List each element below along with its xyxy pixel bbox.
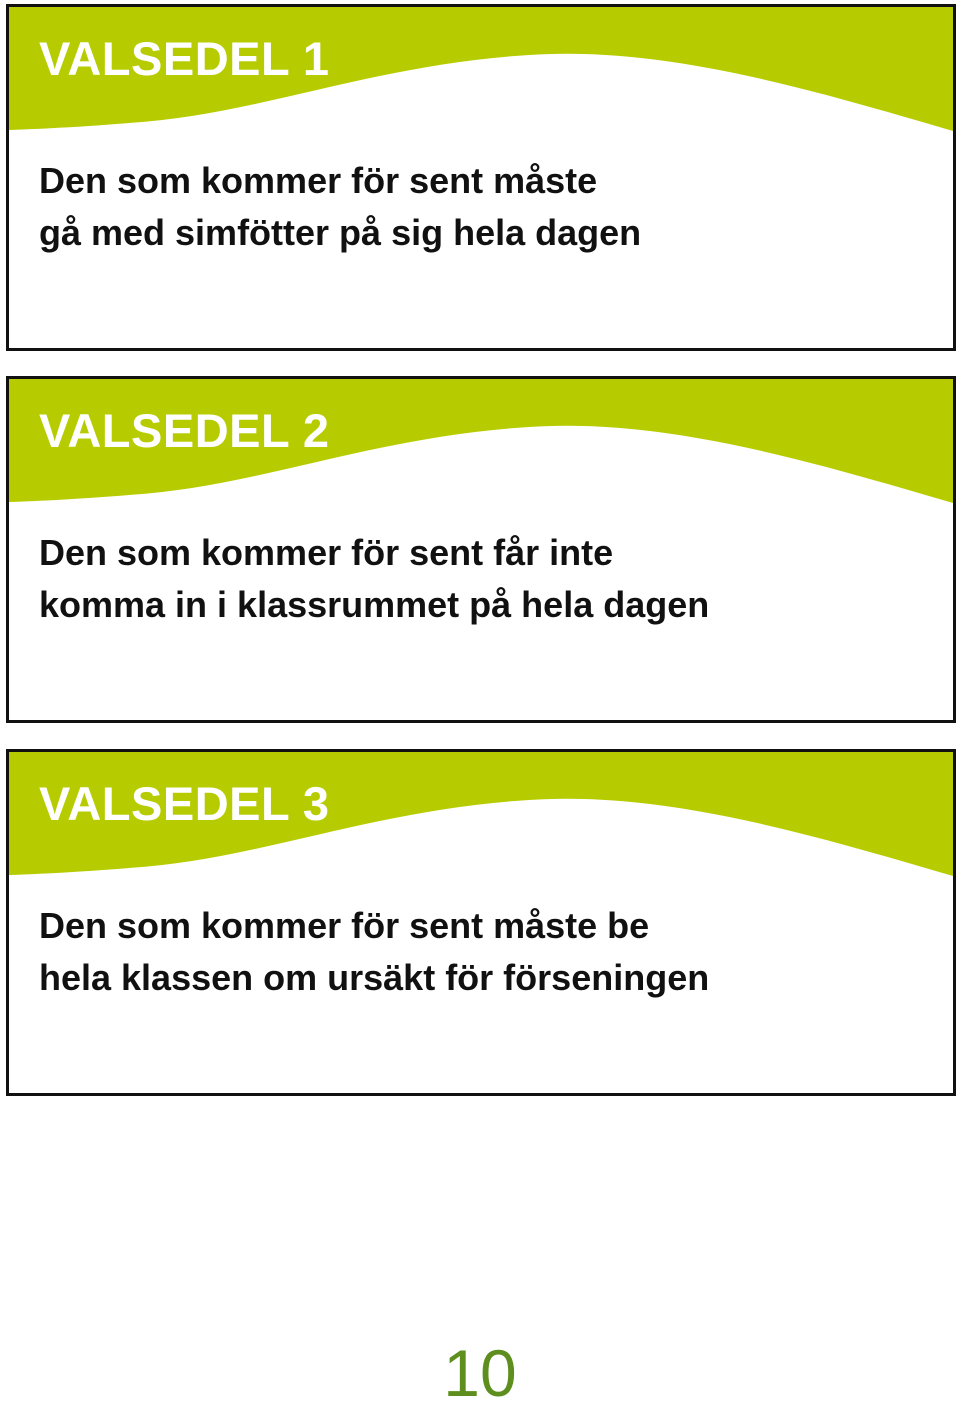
card-text [39, 900, 709, 1004]
ballot-card-2 [6, 376, 956, 723]
card-text-line: gå med simfötter på sig hela dagen [39, 212, 642, 253]
card-title: VALSEDEL 2 [39, 404, 330, 457]
card-text [39, 527, 709, 631]
card-title: VALSEDEL 3 [39, 777, 330, 830]
ballot-card-1 [6, 4, 956, 351]
card-title: VALSEDEL 1 [39, 32, 330, 85]
card-text-line: komma in i klassrummet på hela dagen [39, 584, 710, 625]
ballot-card-3 [6, 749, 956, 1096]
card-text-line: Den som kommer för sent måste [39, 160, 598, 201]
card-text-line: hela klassen om ursäkt för förseningen [39, 957, 710, 998]
card-text-line: Den som kommer för sent får inte [39, 532, 614, 573]
page-number: 10 [443, 1336, 517, 1410]
card-text-line: Den som kommer för sent måste be [39, 905, 650, 946]
card-text [39, 155, 641, 259]
